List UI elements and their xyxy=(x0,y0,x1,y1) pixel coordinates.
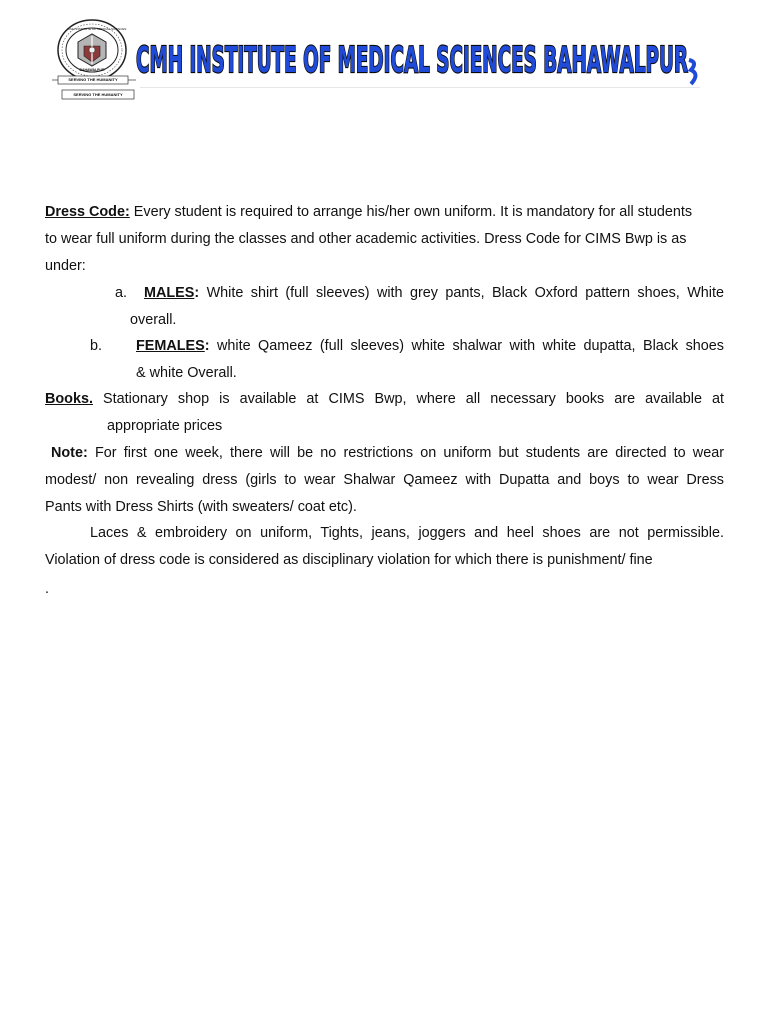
males-text-2: overall. xyxy=(130,312,177,328)
note-text-3: Pants with Dress Shirts (with sweaters/ coat etc). xyxy=(45,499,357,515)
dress-code-text-2: to wear full uniform during the classes and other academic activities. Dress Code for CIMS Bwp is as xyxy=(45,231,687,247)
books-text-2: appropriate prices xyxy=(107,418,223,434)
violation-line-1 xyxy=(90,520,724,547)
institution-logo xyxy=(48,16,138,102)
dress-code-text-1: Every student is required to arrange his/her own uniform. It is mandatory for all students xyxy=(129,204,693,220)
logo-seal-bottom: BAHAWALPUR xyxy=(79,68,105,72)
violation-text-2: Violation of dress code is considered as disciplinary violation for which there is punishment/ fine xyxy=(45,552,653,568)
dress-code-line-3 xyxy=(45,253,724,280)
females-line-2 xyxy=(136,360,237,387)
note-line-3 xyxy=(45,494,724,521)
males-label: MALES xyxy=(144,285,195,301)
list-marker-b: b. xyxy=(90,338,103,354)
females-line-1 xyxy=(136,333,724,360)
females-label: FEMALES xyxy=(136,338,205,354)
books-label: Books. xyxy=(45,391,93,407)
dress-code-text-3: under: xyxy=(45,258,86,274)
females-colon: : xyxy=(204,338,210,354)
note-text-2: modest/ non revealing dress (girls to wear Shalwar Qameez with Dupatta and boys to wear Dress xyxy=(45,472,724,488)
institution-name-text: CMH INSTITUTE OF MEDICAL SCIENCES BAHAWALPUR xyxy=(136,40,688,81)
logo-ribbon-lower: SERVING THE HUMANITY xyxy=(73,91,123,97)
dress-code-line-1 xyxy=(45,199,724,226)
females-text-1: white Qameez (full sleeves) white shalwar with white dupatta, Black shoes xyxy=(209,338,724,354)
logo-seal-text: CMH INSTITUTE OF MEDICAL SCIENCES xyxy=(68,27,127,31)
books-text-1: Stationary shop is available at CIMS Bwp, where all necessary books are available at xyxy=(92,391,724,407)
note-line-2 xyxy=(45,467,724,494)
dress-code-label: Dress Code: xyxy=(45,204,130,220)
books-line-1 xyxy=(45,386,724,413)
trailing-period: . xyxy=(45,581,49,597)
males-colon: : xyxy=(194,285,200,301)
logo-ribbon-upper: SERVING THE HUMANITY xyxy=(68,77,118,82)
header-divider xyxy=(140,87,700,88)
institution-name-heading xyxy=(134,30,704,88)
note-text-1: For first one week, there will be no restrictions on uniform but students are directed to wear xyxy=(87,445,724,461)
violation-text-1: Laces & embroidery on uniform, Tights, jeans, joggers and heel shoes are not permissible. xyxy=(90,525,724,541)
males-line-2 xyxy=(130,307,176,334)
note-label: Note: xyxy=(51,445,88,461)
males-line-1 xyxy=(144,280,724,307)
dress-code-line-2 xyxy=(45,226,724,253)
list-marker-a: a. xyxy=(115,285,128,301)
note-line-1 xyxy=(45,440,724,467)
males-text-1: White shirt (full sleeves) with grey pants, Black Oxford pattern shoes, White xyxy=(199,285,724,301)
violation-line-2 xyxy=(45,547,724,574)
females-text-2: & white Overall. xyxy=(136,365,237,381)
books-line-2 xyxy=(107,413,222,440)
